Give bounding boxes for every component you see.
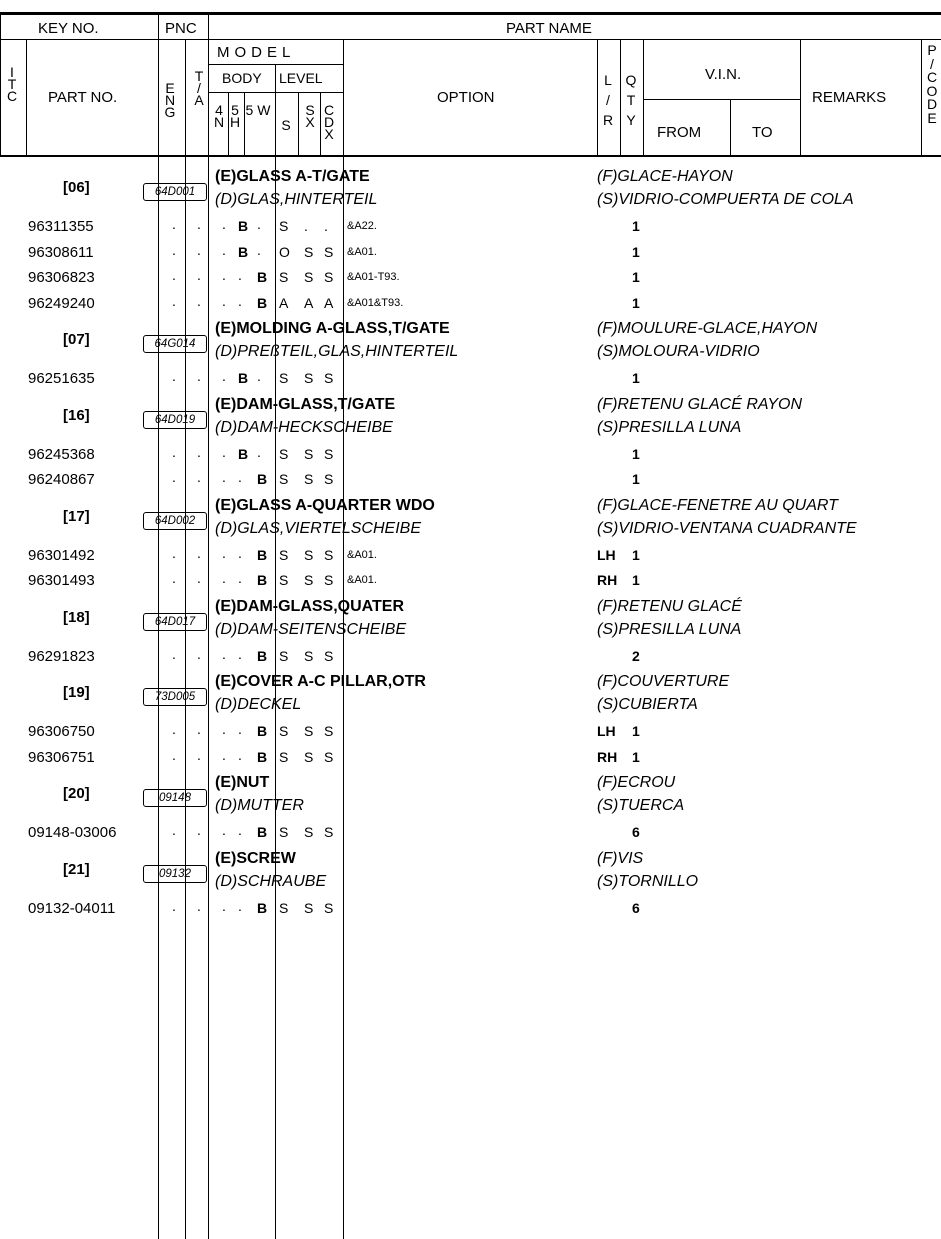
- model-4n: .: [222, 216, 226, 232]
- quantity: 2: [632, 647, 640, 664]
- quantity: 1: [632, 748, 640, 765]
- pnc-code: 64D002: [143, 512, 207, 530]
- part-name-spanish: (S)MOLOURA-VIDRIO: [597, 343, 760, 360]
- part-name-german: (D)GLAS,VIERTELSCHEIBE: [215, 519, 421, 537]
- level-cdx: A: [324, 294, 334, 311]
- level-s: S: [279, 218, 289, 234]
- part-name-spanish: (S)VIDRIO-VENTANA CUADRANTE: [597, 519, 857, 537]
- quantity: 1: [632, 723, 640, 739]
- quantity: 1: [632, 445, 640, 462]
- vin-header: V.I.N.: [705, 66, 742, 83]
- part-number: 96301492: [28, 546, 95, 564]
- part-number: 96306750: [28, 723, 95, 740]
- model-5w: B: [257, 572, 268, 588]
- model-5h: .: [238, 822, 242, 838]
- model-5w: B: [257, 647, 268, 664]
- quantity: 1: [632, 218, 640, 234]
- model-4n: .: [222, 897, 226, 914]
- itc-header: I T C: [6, 64, 18, 104]
- part-name-spanish: (S)CUBIERTA: [597, 696, 698, 713]
- part-number: 96245368: [28, 445, 95, 463]
- eng-dot: .: [172, 267, 176, 283]
- level-sx: S: [304, 445, 314, 462]
- level-sx-header: S X: [305, 102, 315, 130]
- level-s: S: [279, 824, 289, 840]
- key-number: [16]: [63, 406, 90, 424]
- body-4n-header: 4 N: [213, 102, 225, 130]
- level-s: S: [279, 471, 289, 487]
- eng-dot: .: [172, 822, 176, 838]
- ta-dot: .: [197, 544, 201, 561]
- part-name-french: (F)COUVERTURE: [597, 673, 730, 690]
- model-5w: B: [257, 723, 268, 739]
- part-name-french: (F)GLACE-FENETRE AU QUART: [597, 496, 838, 514]
- level-s: S: [279, 269, 289, 285]
- model-5h: B: [238, 445, 249, 462]
- part-name-german: (D)GLAS,HINTERTEIL: [215, 191, 378, 208]
- rule-line: [185, 39, 186, 157]
- model-5h: .: [238, 746, 242, 763]
- level-cdx: S: [324, 546, 334, 563]
- model-5h: .: [238, 645, 242, 662]
- level-cdx: S: [324, 445, 334, 462]
- option-code: &A01.: [347, 245, 377, 258]
- rule-line: [643, 39, 644, 157]
- level-cdx: S: [324, 471, 334, 487]
- part-name-english: (E)SCREW: [215, 849, 296, 867]
- quantity: 1: [632, 269, 640, 285]
- part-name-spanish: (S)PRESILLA LUNA: [597, 418, 742, 436]
- rule-line: [597, 39, 598, 157]
- level-header: LEVEL: [279, 70, 323, 86]
- model-5w: B: [257, 294, 268, 311]
- model-header: MODEL: [217, 44, 296, 61]
- pnc-code: 09148: [143, 789, 207, 807]
- lr-side: LH: [597, 546, 616, 563]
- part-number: 96308611: [28, 243, 94, 261]
- part-name-german: (D)PREßTEIL,GLAS,HINTERTEIL: [215, 343, 459, 360]
- part-name-english: (E)MOLDING A-GLASS,T/GATE: [215, 320, 450, 337]
- model-4n: .: [222, 544, 226, 561]
- body-5h-header: 5 H: [229, 102, 241, 130]
- rule-line: [800, 39, 801, 157]
- ta-header: T / A: [194, 68, 204, 108]
- pnc-code: 09132: [143, 865, 207, 883]
- model-4n: .: [222, 267, 226, 283]
- model-5w: B: [257, 748, 268, 765]
- key-number: [07]: [63, 331, 90, 348]
- rule-line: [0, 12, 1, 156]
- model-5h: .: [238, 267, 242, 283]
- eng-dot: .: [172, 570, 176, 586]
- rule-line: [26, 39, 27, 157]
- rule-line: [244, 92, 245, 157]
- level-s: S: [279, 572, 289, 588]
- pnc-code: 64G014: [143, 335, 207, 353]
- key-number: [20]: [63, 785, 90, 802]
- quantity: 1: [632, 243, 640, 260]
- level-s-header: S: [281, 117, 291, 133]
- ta-dot: .: [197, 645, 201, 662]
- part-name-english: (E)COVER A-C PILLAR,OTR: [215, 673, 426, 690]
- part-number: 96251635: [28, 370, 95, 387]
- part-name-spanish: (S)TORNILLO: [597, 872, 699, 890]
- part-name-french: (F)VIS: [597, 849, 644, 867]
- level-sx: S: [304, 748, 314, 765]
- part-name-spanish: (S)VIDRIO-COMPUERTA DE COLA: [597, 191, 854, 208]
- quantity: 1: [632, 572, 640, 588]
- rule-line: [0, 12, 941, 15]
- model-5h: .: [238, 897, 242, 914]
- level-s: S: [279, 748, 289, 765]
- key-number: [06]: [63, 179, 90, 196]
- model-5h: B: [238, 243, 249, 260]
- option-code: &A01&T93.: [347, 296, 404, 309]
- model-5h: B: [238, 370, 249, 386]
- part-name-french: (F)RETENU GLACÉ RAYON: [597, 395, 803, 413]
- level-sx: S: [304, 546, 314, 563]
- level-sx: S: [304, 824, 314, 840]
- part-number: 09148-03006: [28, 824, 117, 841]
- option-code: &A01-T93.: [347, 271, 400, 283]
- eng-dot: .: [172, 241, 176, 258]
- model-4n: .: [222, 241, 226, 258]
- ta-dot: .: [197, 746, 201, 763]
- quantity: 6: [632, 824, 640, 840]
- level-sx: S: [304, 723, 314, 739]
- ta-dot: .: [197, 292, 201, 309]
- part-name-german: (D)DAM-SEITENSCHEIBE: [215, 620, 407, 638]
- level-cdx: S: [324, 269, 334, 285]
- ta-dot: .: [197, 721, 201, 737]
- part-name-german: (D)DECKEL: [215, 696, 302, 713]
- level-sx: A: [304, 294, 314, 311]
- part-name-german: (D)DAM-HECKSCHEIBE: [215, 418, 393, 436]
- pnc-code: 64D001: [143, 183, 207, 201]
- option-code: &A01.: [347, 574, 377, 586]
- key-number: [21]: [63, 860, 90, 878]
- option-header: OPTION: [437, 89, 495, 106]
- level-sx: S: [304, 572, 314, 588]
- level-cdx: .: [324, 218, 328, 234]
- level-cdx: S: [324, 824, 334, 840]
- to-header: TO: [752, 124, 773, 141]
- rule-line: [643, 99, 800, 100]
- rule-line: [158, 12, 159, 157]
- model-5h: .: [238, 292, 242, 309]
- level-s: S: [279, 445, 289, 462]
- option-code: &A01.: [347, 548, 377, 561]
- level-cdx: S: [324, 723, 334, 739]
- part-name-french: (F)RETENU GLACÉ: [597, 597, 742, 615]
- part-name-english: (E)NUT: [215, 774, 270, 791]
- level-cdx: S: [324, 370, 334, 386]
- qty-header: Q T Y: [625, 72, 637, 128]
- ta-dot: .: [197, 216, 201, 232]
- model-5h: .: [238, 469, 242, 485]
- level-sx: S: [304, 269, 314, 285]
- part-name-english: (E)GLASS A-T/GATE: [215, 168, 370, 185]
- part-number: 96311355: [28, 218, 94, 235]
- model-5w: B: [257, 269, 268, 285]
- part-name-header: PART NAME: [506, 20, 592, 37]
- ta-dot: .: [197, 443, 201, 460]
- body-5w-header: 5 W: [245, 102, 271, 118]
- eng-header: E N G: [164, 80, 176, 120]
- part-name-english: (E)DAM-GLASS,T/GATE: [215, 395, 396, 413]
- model-5w: B: [257, 899, 268, 916]
- model-5w: B: [257, 546, 268, 563]
- level-s: S: [279, 723, 289, 739]
- model-5w: .: [257, 216, 261, 232]
- eng-dot: .: [172, 368, 176, 384]
- ta-dot: .: [197, 267, 201, 283]
- part-name-german: (D)MUTTER: [215, 797, 304, 814]
- level-s: A: [279, 294, 289, 311]
- part-name-german: (D)SCHRAUBE: [215, 872, 327, 890]
- level-sx: .: [304, 218, 308, 234]
- rule-line: [320, 92, 321, 157]
- model-4n: .: [222, 443, 226, 460]
- part-name-english: (E)DAM-GLASS,QUATER: [215, 597, 405, 615]
- level-sx: S: [304, 899, 314, 916]
- model-4n: .: [222, 469, 226, 485]
- level-cdx-header: C D X: [323, 102, 335, 142]
- model-5h: .: [238, 544, 242, 561]
- remarks-header: REMARKS: [812, 89, 887, 106]
- key-number: [18]: [63, 608, 90, 626]
- part-number: 96301493: [28, 572, 95, 589]
- quantity: 1: [632, 546, 640, 563]
- part-name-spanish: (S)PRESILLA LUNA: [597, 620, 742, 638]
- part-number: 96291823: [28, 647, 95, 665]
- key-no-header: KEY NO.: [38, 20, 99, 37]
- from-header: FROM: [657, 124, 702, 141]
- model-4n: .: [222, 746, 226, 763]
- rule-line: [208, 157, 209, 1239]
- model-4n: .: [222, 570, 226, 586]
- ta-dot: .: [197, 822, 201, 838]
- rule-line: [620, 39, 621, 157]
- part-number: 96240867: [28, 471, 95, 488]
- model-5w: .: [257, 368, 261, 384]
- eng-dot: .: [172, 897, 176, 914]
- ta-dot: .: [197, 469, 201, 485]
- key-number: [17]: [63, 507, 90, 525]
- model-5w: .: [257, 443, 261, 460]
- level-cdx: S: [324, 572, 334, 588]
- option-code: &A22.: [347, 220, 377, 232]
- body-header: BODY: [222, 70, 262, 86]
- pnc-code: 73D005: [143, 688, 207, 706]
- rule-line: [208, 12, 209, 157]
- lr-side: LH: [597, 723, 616, 739]
- part-name-english: (E)GLASS A-QUARTER WDO: [215, 496, 435, 514]
- key-number: [19]: [63, 684, 90, 701]
- model-5w: B: [257, 824, 268, 840]
- model-4n: .: [222, 721, 226, 737]
- level-cdx: S: [324, 748, 334, 765]
- level-s: O: [279, 243, 290, 260]
- level-s: S: [279, 647, 289, 664]
- eng-dot: .: [172, 721, 176, 737]
- ta-dot: .: [197, 897, 201, 914]
- level-sx: S: [304, 471, 314, 487]
- level-sx: S: [304, 647, 314, 664]
- rule-line: [921, 39, 922, 157]
- model-5w: B: [257, 471, 268, 487]
- quantity: 1: [632, 370, 640, 386]
- rule-line: [298, 92, 299, 157]
- part-name-french: (F)GLACE-HAYON: [597, 168, 733, 185]
- ta-dot: .: [197, 570, 201, 586]
- model-4n: .: [222, 292, 226, 309]
- eng-dot: .: [172, 544, 176, 561]
- part-no-header: PART NO.: [48, 89, 118, 106]
- level-s: S: [279, 370, 289, 386]
- level-sx: S: [304, 370, 314, 386]
- level-s: S: [279, 899, 289, 916]
- lr-side: RH: [597, 748, 618, 765]
- part-number: 96306751: [28, 748, 95, 766]
- level-cdx: S: [324, 647, 334, 664]
- level-cdx: S: [324, 899, 334, 916]
- part-number: 96306823: [28, 269, 95, 286]
- model-4n: .: [222, 368, 226, 384]
- model-4n: .: [222, 822, 226, 838]
- pcode-header: P / C O D E: [926, 42, 938, 126]
- ta-dot: .: [197, 368, 201, 384]
- part-name-french: (F)ECROU: [597, 774, 676, 791]
- part-number: 96249240: [28, 294, 95, 312]
- rule-line: [343, 39, 344, 157]
- quantity: 1: [632, 471, 640, 487]
- rule-line: [730, 99, 731, 157]
- model-5h: .: [238, 570, 242, 586]
- eng-dot: .: [172, 443, 176, 460]
- pnc-header: PNC: [165, 20, 197, 37]
- model-4n: .: [222, 645, 226, 662]
- quantity: 6: [632, 899, 640, 916]
- level-cdx: S: [324, 243, 334, 260]
- pnc-code: 64D019: [143, 411, 207, 429]
- model-5h: B: [238, 218, 249, 234]
- part-number: 09132-04011: [28, 899, 116, 917]
- rule-line: [275, 64, 276, 157]
- eng-dot: .: [172, 292, 176, 309]
- quantity: 1: [632, 294, 640, 311]
- eng-dot: .: [172, 469, 176, 485]
- model-5h: .: [238, 721, 242, 737]
- part-name-spanish: (S)TUERCA: [597, 797, 685, 814]
- eng-dot: .: [172, 645, 176, 662]
- ta-dot: .: [197, 241, 201, 258]
- eng-dot: .: [172, 746, 176, 763]
- level-s: S: [279, 546, 289, 563]
- pnc-code: 64D017: [143, 613, 207, 631]
- part-name-french: (F)MOULURE-GLACE,HAYON: [597, 320, 818, 337]
- eng-dot: .: [172, 216, 176, 232]
- lr-side: RH: [597, 572, 618, 588]
- model-5w: .: [257, 241, 261, 258]
- lr-header: L / R: [602, 72, 614, 128]
- level-sx: S: [304, 243, 314, 260]
